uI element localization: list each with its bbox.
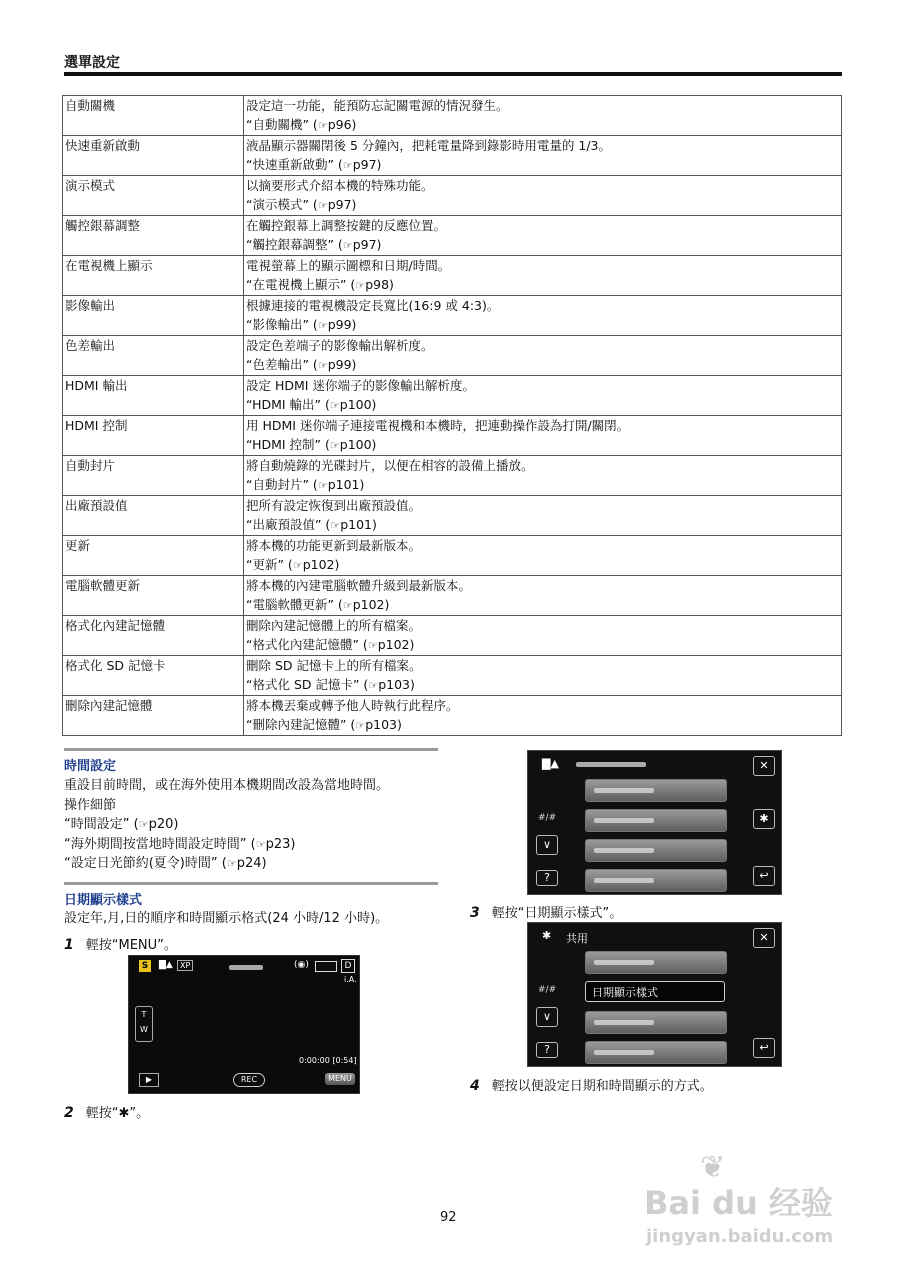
book-icon: ☞	[330, 519, 341, 532]
table-row	[63, 336, 842, 376]
help-button[interactable]: ?	[536, 870, 558, 886]
setting-name: 快速重新啟動	[63, 136, 244, 176]
setting-name: 自動關機	[63, 96, 244, 136]
table-row	[63, 576, 842, 616]
setting-description	[244, 96, 842, 136]
setting-description	[244, 256, 842, 296]
page-indicator: #/#	[538, 813, 557, 823]
paw-icon: ❦	[700, 1150, 726, 1185]
zoom-control[interactable]: T W	[135, 1006, 153, 1042]
stabilizer-icon: (◉)	[294, 960, 309, 970]
date-section-desc: 設定年,月,日的順序和時間顯示格式(24 小時/12 小時)。	[64, 911, 389, 926]
book-icon: ☞	[292, 559, 303, 572]
help-button[interactable]: ?	[536, 1042, 558, 1058]
description-text: 將本機丟棄或轉予他人時執行此程序。	[246, 698, 459, 713]
book-icon: ☞	[317, 359, 328, 372]
setting-name: 格式化 SD 記憶卡	[63, 656, 244, 696]
chevron-down-icon[interactable]: ∨	[536, 835, 558, 855]
step-4: 4 輕按以便設定日期和時間顯示的方式。	[470, 1078, 713, 1094]
setting-description	[244, 656, 842, 696]
description-text: 將本機的功能更新到最新版本。	[246, 538, 422, 553]
page-indicator: #/#	[538, 985, 557, 995]
page-reference[interactable]: “HDMI 輸出” (☞p100)	[246, 397, 377, 412]
setting-name: 色差輸出	[63, 336, 244, 376]
menu-item[interactable]	[585, 951, 727, 974]
setting-description	[244, 416, 842, 456]
setting-description	[244, 136, 842, 176]
table-row	[63, 656, 842, 696]
description-text: 用 HDMI 迷你端子連接電視機和本機時，把連動操作設為打開/關閉。	[246, 418, 630, 433]
table-row	[63, 536, 842, 576]
setting-name: 演示模式	[63, 176, 244, 216]
watermark	[640, 1150, 850, 1260]
menu-item[interactable]	[585, 1041, 727, 1064]
page-number: 92	[440, 1210, 457, 1225]
menu-settings-table	[62, 95, 842, 736]
table-row	[63, 176, 842, 216]
book-icon: ☞	[355, 279, 366, 292]
book-icon: ☞	[329, 439, 340, 452]
setting-name: HDMI 控制	[63, 416, 244, 456]
time-ref-3[interactable]: “設定日光節約(夏令)時間” (☞p24)	[64, 856, 267, 871]
back-icon[interactable]: ↩	[753, 866, 775, 886]
description-text: 設定這一功能，能預防忘記關電源的情況發生。	[246, 98, 509, 113]
book-icon: ☞	[342, 599, 353, 612]
table-row	[63, 616, 842, 656]
watermark-brand: Bai du 经验	[644, 1184, 833, 1222]
setting-description	[244, 216, 842, 256]
table-row	[63, 416, 842, 456]
page-reference[interactable]: “電腦軟體更新” (☞p102)	[246, 597, 390, 612]
book-icon: ☞	[317, 479, 328, 492]
setting-description	[244, 536, 842, 576]
menu-item[interactable]	[585, 1011, 727, 1034]
book-icon: ☞	[255, 837, 266, 851]
setting-description	[244, 616, 842, 656]
table-row	[63, 456, 842, 496]
setting-name: 觸控銀幕調整	[63, 216, 244, 256]
page-reference[interactable]: “格式化內建記憶體” (☞p102)	[246, 637, 415, 652]
back-icon[interactable]: ↩	[753, 1038, 775, 1058]
gear-icon: ✱	[542, 929, 552, 942]
book-icon: ☞	[317, 319, 328, 332]
movie-icon: ▇▲	[159, 960, 173, 970]
setting-description	[244, 576, 842, 616]
book-icon: ☞	[342, 159, 353, 172]
description-text: 液晶顯示器關閉後 5 分鐘內，把耗電量降到錄影時用電量的 1/3。	[246, 138, 611, 153]
description-text: 設定色差端子的影像輸出解析度。	[246, 338, 434, 353]
menu-button[interactable]: MENU	[325, 1073, 355, 1085]
table-row	[63, 696, 842, 736]
movie-icon: ▇▲	[542, 757, 559, 770]
menu-item[interactable]	[585, 779, 727, 802]
quality-badge: XP	[177, 960, 193, 971]
table-row	[63, 136, 842, 176]
menu-item[interactable]	[585, 869, 727, 892]
setting-name: 格式化內建記憶體	[63, 616, 244, 656]
step-1: 1 輕按“MENU”。	[64, 937, 177, 953]
page-reference[interactable]: “出廠預設值” (☞p101)	[246, 517, 377, 532]
camera-screen	[128, 955, 360, 1094]
chevron-down-icon[interactable]: ∨	[536, 1007, 558, 1027]
page-reference[interactable]: “在電視機上顯示” (☞p98)	[246, 277, 394, 292]
description-text: 將本機的內建電腦軟體升級到最新版本。	[246, 578, 472, 593]
page-reference[interactable]: “格式化 SD 記憶卡” (☞p103)	[246, 677, 415, 692]
description-text: 電視螢幕上的顯示圖標和日期/時間。	[246, 258, 451, 273]
page-reference[interactable]: “更新” (☞p102)	[246, 557, 340, 572]
gear-icon[interactable]: ✱	[753, 809, 775, 829]
book-icon: ☞	[317, 199, 328, 212]
book-icon: ☞	[355, 719, 366, 732]
setting-name: 自動封片	[63, 456, 244, 496]
setting-description	[244, 696, 842, 736]
table-row	[63, 496, 842, 536]
setting-description	[244, 336, 842, 376]
table-row	[63, 216, 842, 256]
description-text: 刪除內建記憶體上的所有檔案。	[246, 618, 422, 633]
setting-name: HDMI 輸出	[63, 376, 244, 416]
description-text: 在觸控銀幕上調整按鍵的反應位置。	[246, 218, 447, 233]
setting-description	[244, 456, 842, 496]
date-section-rule	[64, 882, 438, 885]
screen-header: 共用	[566, 932, 588, 945]
time-section-line1: 重設目前時間，或在海外使用本機期間改設為當地時間。	[64, 778, 390, 793]
record-time: 0:00:00 [0:54]	[299, 1056, 357, 1065]
description-text: 根據連接的電視機設定長寬比(16:9 或 4:3)。	[246, 298, 500, 313]
description-text: 將自動燒錄的光碟封片，以便在相容的設備上播放。	[246, 458, 534, 473]
description-text: 把所有設定恢復到出廠預設值。	[246, 498, 422, 513]
time-section-line2: 操作細節	[64, 797, 117, 813]
playback-button[interactable]: ▶	[139, 1073, 159, 1087]
setting-description	[244, 376, 842, 416]
setting-name: 電腦軟體更新	[63, 576, 244, 616]
menu-item[interactable]	[585, 839, 727, 862]
menu-screen	[527, 750, 782, 895]
media-card-icon: D	[341, 959, 355, 973]
book-icon: ☞	[317, 119, 328, 132]
page-reference[interactable]: “快速重新啟動” (☞p97)	[246, 157, 382, 172]
setting-name: 影像輸出	[63, 296, 244, 336]
page-reference[interactable]: “觸控銀幕調整” (☞p97)	[246, 237, 382, 252]
page-reference[interactable]: “影像輸出” (☞p99)	[246, 317, 357, 332]
book-icon: ☞	[342, 239, 353, 252]
time-ref-2[interactable]: “海外期間按當地時間設定時間” (☞p23)	[64, 836, 296, 852]
time-section-rule	[64, 748, 438, 751]
menu-item[interactable]	[585, 809, 727, 832]
book-icon: ☞	[367, 639, 378, 652]
common-menu-screen	[527, 922, 782, 1067]
page-header-title: 選單設定	[64, 55, 120, 71]
date-section-title: 日期顯示樣式	[64, 893, 143, 908]
table-row	[63, 96, 842, 136]
page-reference[interactable]: “刪除內建記憶體” (☞p103)	[246, 717, 402, 732]
description-text: 以摘要形式介紹本機的特殊功能。	[246, 178, 434, 193]
close-icon[interactable]: ✕	[753, 928, 775, 948]
table-row	[63, 256, 842, 296]
time-section-body	[64, 776, 389, 874]
book-icon: ☞	[368, 679, 379, 692]
time-ref-1[interactable]: “時間設定” (☞p20)	[64, 817, 179, 832]
intelligent-auto-label: i.A.	[344, 975, 357, 984]
s-mode-icon: S	[139, 960, 151, 972]
watermark-url: jingyan.baidu.com	[646, 1226, 834, 1247]
step-2: 2 輕按“✱”。	[64, 1105, 150, 1121]
battery-icon	[315, 961, 337, 972]
page-reference[interactable]: “HDMI 控制” (☞p100)	[246, 437, 377, 452]
time-section-title: 時間設定	[64, 759, 117, 774]
date-display-style-item[interactable]: 日期顯示樣式	[585, 981, 725, 1002]
table-row	[63, 296, 842, 336]
setting-name: 出廠預設值	[63, 496, 244, 536]
book-icon: ☞	[226, 857, 237, 870]
setting-description	[244, 176, 842, 216]
page-reference[interactable]: “自動封片” (☞p101)	[246, 477, 365, 492]
close-icon[interactable]: ✕	[753, 756, 775, 776]
setting-name: 刪除內建記憶體	[63, 696, 244, 736]
step-3: 3 輕按“日期顯示樣式”。	[470, 905, 623, 921]
page-reference[interactable]: “演示模式” (☞p97)	[246, 197, 357, 212]
setting-name: 在電視機上顯示	[63, 256, 244, 296]
setting-description	[244, 496, 842, 536]
gear-icon: ✱	[118, 1106, 130, 1121]
book-icon: ☞	[329, 399, 340, 412]
description-text: 刪除 SD 記憶卡上的所有檔案。	[246, 658, 422, 673]
rec-button[interactable]: REC	[233, 1073, 265, 1087]
description-text: 設定 HDMI 迷你端子的影像輸出解析度。	[246, 378, 475, 393]
table-row	[63, 376, 842, 416]
page-reference[interactable]: “色差輸出” (☞p99)	[246, 357, 357, 372]
header-rule	[64, 72, 842, 76]
setting-name: 更新	[63, 536, 244, 576]
book-icon: ☞	[138, 818, 149, 831]
setting-description	[244, 296, 842, 336]
page-reference[interactable]: “自動關機” (☞p96)	[246, 117, 357, 132]
